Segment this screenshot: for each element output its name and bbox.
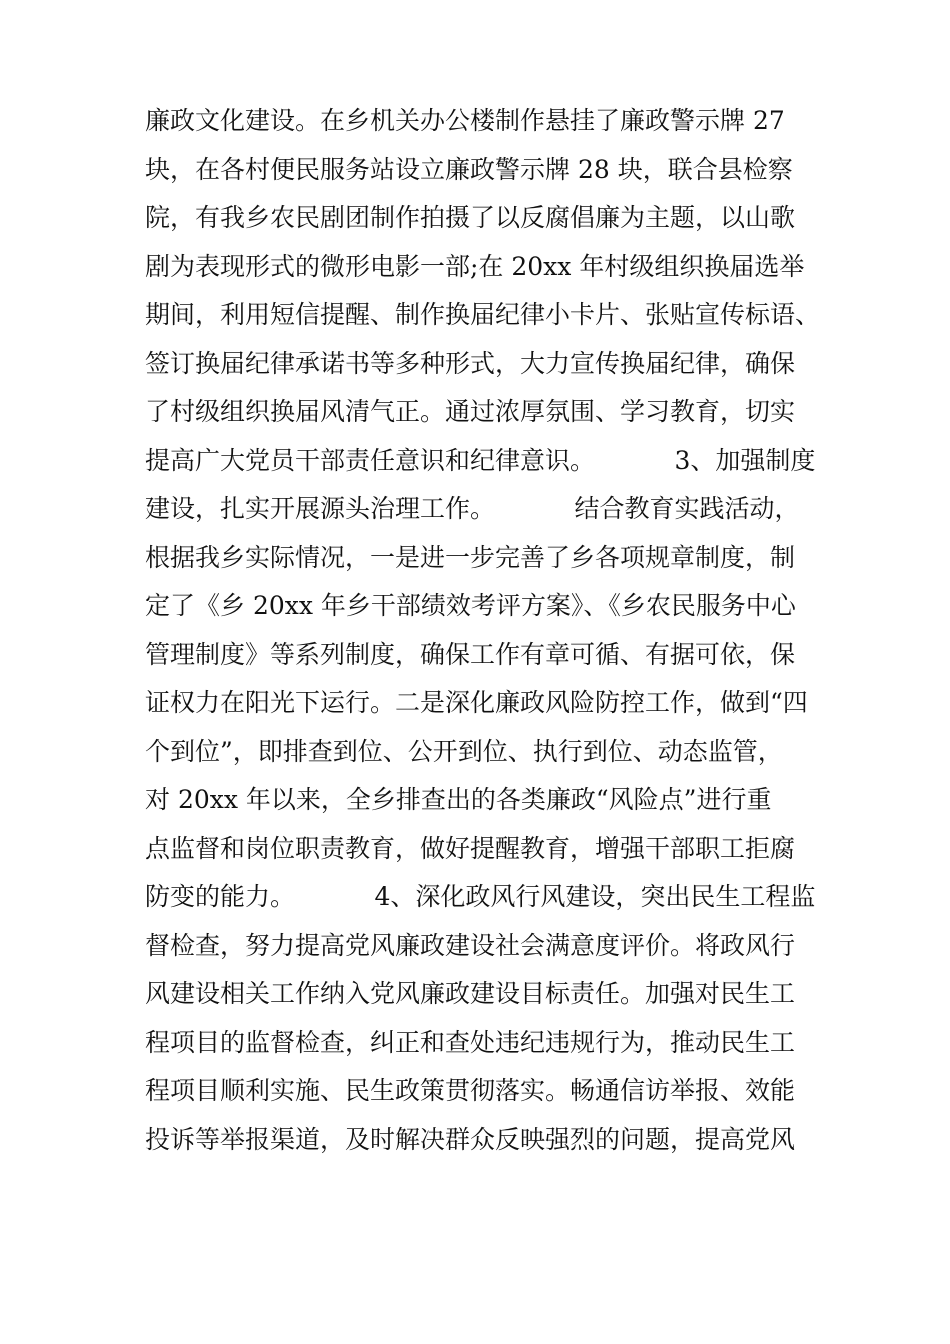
text-line: 了村级组织换届风清气正。通过浓厚氛围、学习教育，切实 bbox=[145, 397, 796, 426]
text-line: 风建设相关工作纳入党风廉政建设目标责任。加强对民生工 bbox=[145, 979, 796, 1008]
text-line: 证权力在阳光下运行。二是深化廉政风险防控工作，做到“四 bbox=[145, 688, 808, 717]
text-line: 剧为表现形式的微形电影一部;在 20xx 年村级组织换届选举 bbox=[145, 251, 805, 281]
text-line: 防变的能力。 4、深化政风行风建设，突出民生工程监 bbox=[145, 882, 816, 911]
text-line: 廉政文化建设。在乡机关办公楼制作悬挂了廉政警示牌 27 bbox=[145, 106, 785, 135]
text-line: 督检查，努力提高党风廉政建设社会满意度评价。将政风行 bbox=[145, 930, 796, 960]
text-line: 个到位”，即排查到位、公开到位、执行到位、动态监管， bbox=[145, 736, 783, 766]
text-line: 提高广大党员干部责任意识和纪律意识。 3、加强制度 bbox=[145, 445, 816, 475]
text-line: 定了《乡 20xx 年乡干部绩效考评方案》、《乡农民服务中心 bbox=[145, 591, 796, 620]
text-line: 程项目的监督检查，纠正和查处违纪违规行为，推动民生工 bbox=[145, 1027, 796, 1057]
text-line: 建设，扎实开展源头治理工作。 结合教育实践活动， bbox=[145, 494, 800, 523]
text-line: 块，在各村便民服务站设立廉政警示牌 28 块，联合县检察 bbox=[145, 154, 793, 184]
text-line: 程项目顺利实施、民生政策贯彻落实。畅通信访举报、效能 bbox=[145, 1076, 796, 1105]
text-line: 点监督和岗位职责教育，做好提醒教育，增强干部职工拒腐 bbox=[145, 833, 796, 863]
text-line: 对 20xx 年以来，全乡排查出的各类廉政“风险点”进行重 bbox=[145, 785, 772, 814]
text-line: 投诉等举报渠道，及时解决群众反映强烈的问题，提高党风 bbox=[145, 1124, 796, 1154]
text-line: 根据我乡实际情况，一是进一步完善了乡各项规章制度，制 bbox=[145, 542, 796, 572]
text-line: 期间，利用短信提醒、制作换届纪律小卡片、张贴宣传标语、 bbox=[145, 300, 821, 329]
body-text bbox=[145, 97, 821, 1164]
text-line: 院，有我乡农民剧团制作拍摄了以反腐倡廉为主题，以山歌 bbox=[145, 203, 796, 232]
text-line: 管理制度》等系列制度，确保工作有章可循、有据可依，保 bbox=[145, 639, 796, 669]
text-line: 签订换届纪律承诺书等多种形式，大力宣传换届纪律，确保 bbox=[145, 348, 796, 378]
